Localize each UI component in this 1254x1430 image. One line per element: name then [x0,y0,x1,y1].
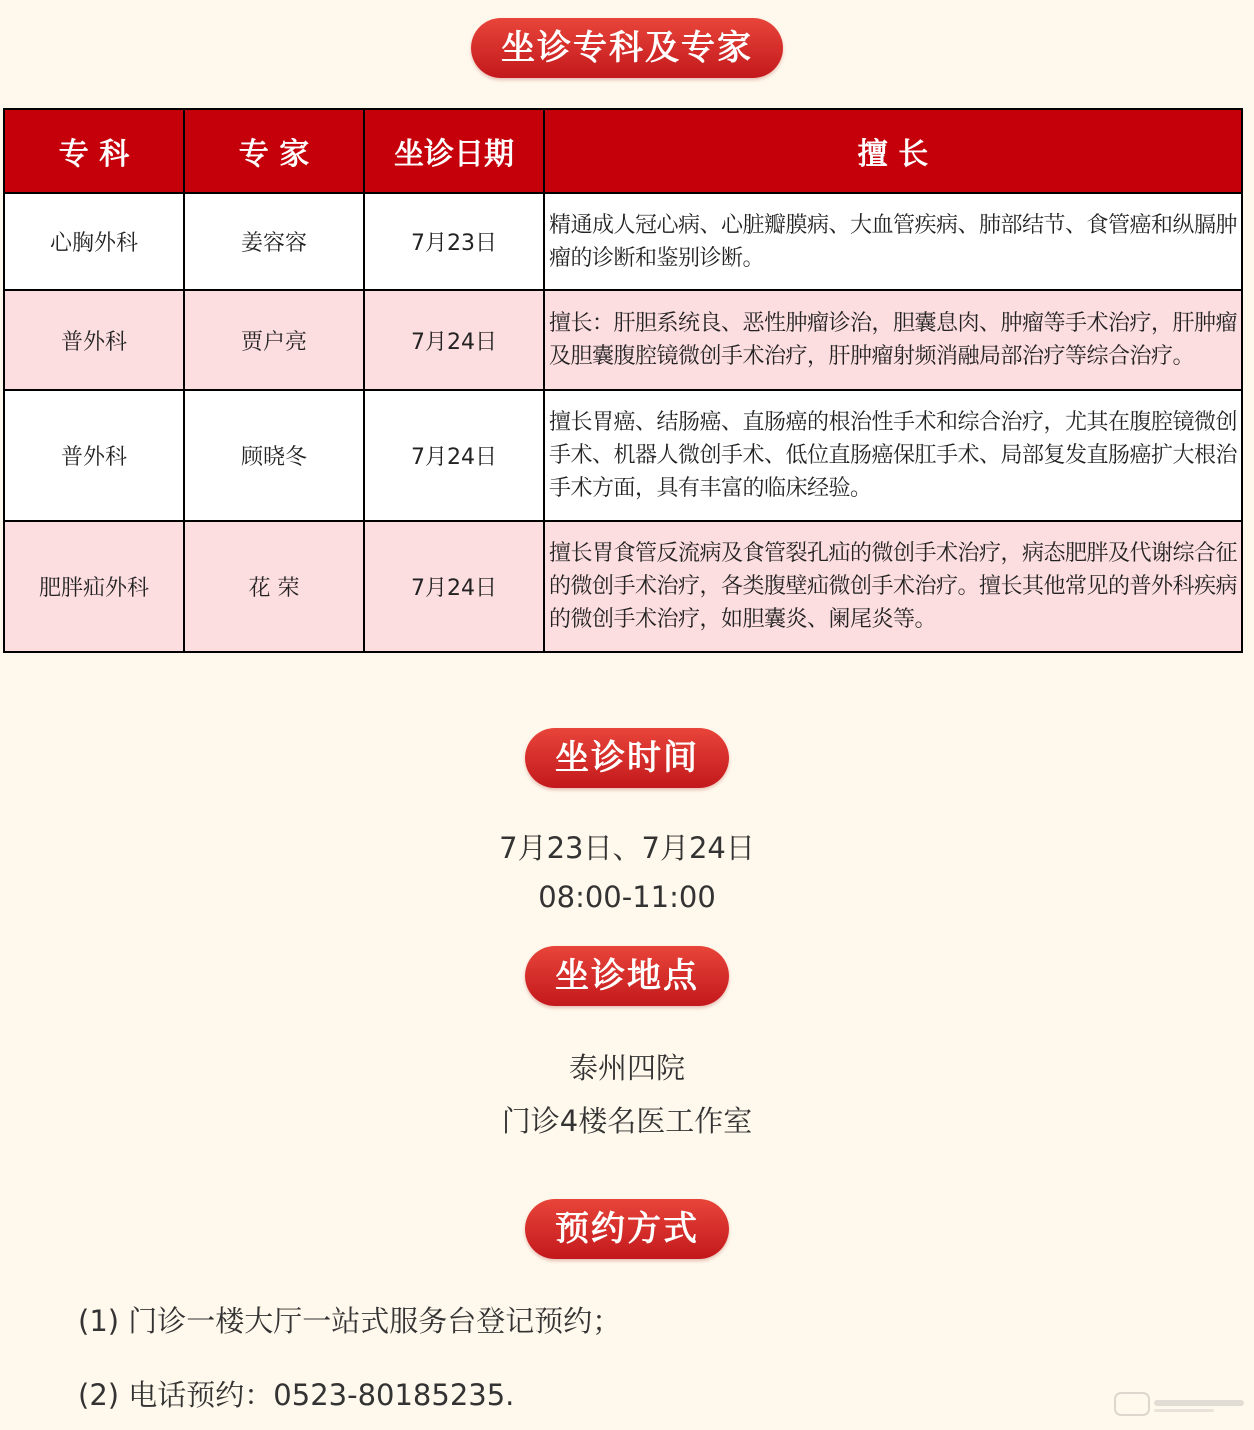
table-header-row [4,109,1242,193]
clinic-hours: 08:00-11:00 [538,880,716,914]
department-cell: 普外科 [4,290,184,390]
department-cell: 肥胖疝外科 [4,521,184,652]
booking-method-phone: (2) 电话预约：0523-80185235. [78,1378,515,1412]
table-row [4,390,1242,521]
expert-cell: 贾户亮 [184,290,364,390]
watermark-logo-icon [1114,1390,1250,1418]
expertise-cell: 擅长胃癌、结肠癌、直肠癌的根治性手术和综合治疗，尤其在腹腔镜微创手术、机器人微创手术、低位直肠癌保肛手术、局部复发直肠癌扩大根治手术方面，具有丰富的临床经验。 [544,390,1242,521]
clinic-dates: 7月23日、7月24日 [499,831,755,865]
expertise-cell: 擅长：肝胆系统良、恶性肿瘤诊治，胆囊息肉、肿瘤等手术治疗，肝肿瘤及胆囊腹腔镜微创手术治疗，肝肿瘤射频消融局部治疗等综合治疗。 [544,290,1242,390]
clinic-room: 门诊4楼名医工作室 [501,1104,753,1138]
location-section-title: 坐诊地点 [525,946,729,1006]
expert-cell: 顾晓冬 [184,390,364,521]
table-row [4,290,1242,390]
header-department: 专 科 [4,109,184,193]
header-expert: 专 家 [184,109,364,193]
time-section-title: 坐诊时间 [525,728,729,788]
header-date: 坐诊日期 [364,109,544,193]
table-row [4,193,1242,290]
booking-method-desk: (1) 门诊一楼大厅一站式服务台登记预约； [78,1304,622,1338]
expert-cell: 花 荣 [184,521,364,652]
header-expertise: 擅 长 [544,109,1242,193]
date-cell: 7月24日 [364,290,544,390]
expert-cell: 姜容容 [184,193,364,290]
specialty-section-title: 坐诊专科及专家 [471,18,783,78]
department-cell: 普外科 [4,390,184,521]
booking-section-title: 预约方式 [525,1199,729,1259]
date-cell: 7月23日 [364,193,544,290]
expert-schedule-table [3,108,1243,653]
hospital-name: 泰州四院 [568,1051,685,1085]
department-cell: 心胸外科 [4,193,184,290]
expertise-cell: 精通成人冠心病、心脏瓣膜病、大血管疾病、肺部结节、食管癌和纵膈肿瘤的诊断和鉴别诊断。 [544,193,1242,290]
table-row [4,521,1242,652]
date-cell: 7月24日 [364,390,544,521]
date-cell: 7月24日 [364,521,544,652]
expertise-cell: 擅长胃食管反流病及食管裂孔疝的微创手术治疗，病态肥胖及代谢综合征的微创手术治疗，各类腹壁疝微创手术治疗。擅长其他常见的普外科疾病的微创手术治疗，如胆囊炎、阑尾炎等。 [544,521,1242,652]
